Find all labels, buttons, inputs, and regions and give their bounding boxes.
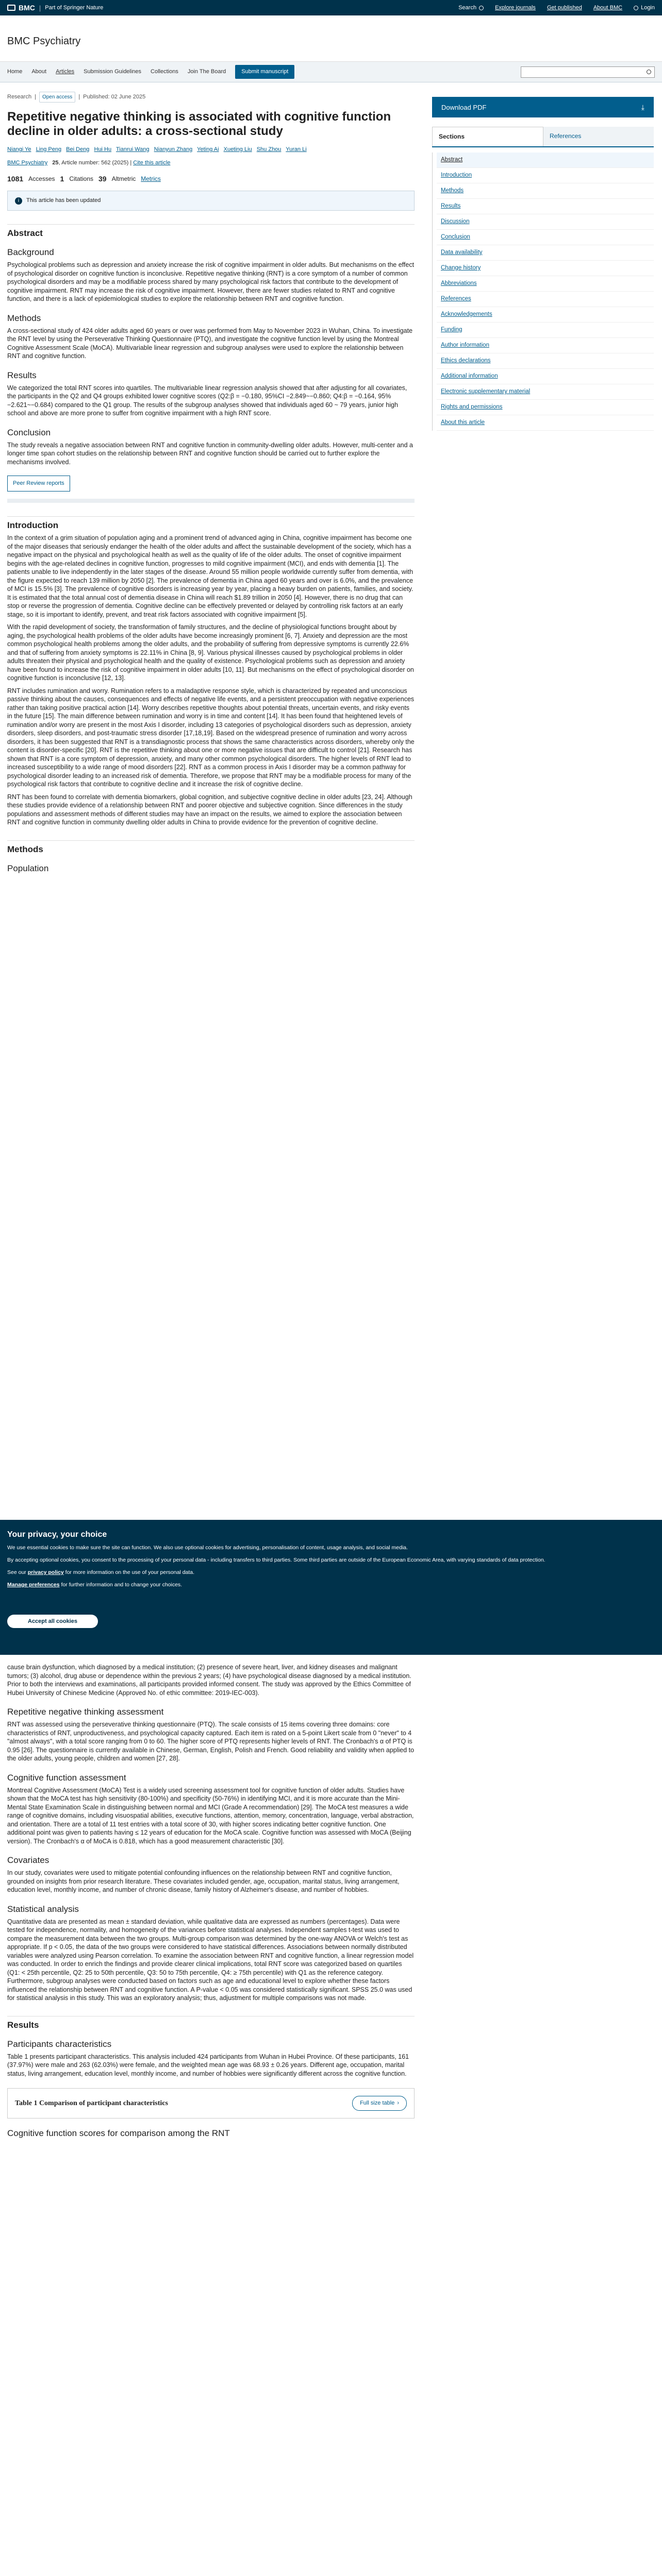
meta-sep: | [35,94,36,100]
bmc-logo[interactable] [7,4,35,12]
full-size-table-button[interactable] [352,2096,407,2111]
author-link[interactable]: Nianyun Zhang [154,146,193,152]
toc-link[interactable]: About this article [441,419,485,426]
background-text: Psychological problems such as depression and anxiety increase the risk of cognitive impairment in older adults. But mechanisms on the effect of psychological disorder on cognitive function is inconclusive. Repetitive negative thinking (RNT) is a core symptom of a number of common psychological disorders and may be a modifiable process shared by many psychological risk factors that contribute to the development of cognitive impairment. RNT may increase the risk of cognitive impairment. However, there are fewer studies related to RNT and cognitive function, and there is a lack of epidemiological studies to explore the relationship between RNT and cognitive function. [7,261,415,302]
cookie-text-part: for further information and to change your choices. [59,1582,183,1588]
sidebar-tabs [432,127,654,147]
nav-about[interactable]: About [31,69,47,75]
section-toc [432,152,654,431]
toc-item-conclusion[interactable] [437,230,654,245]
search-label: Search [458,4,477,11]
login-label: Login [641,4,655,11]
intro-paragraph: With the rapid development of society, the transformation of family structures, and the decline of physiological functions brought about by aging, the psychological health problems of the older adults have become increasingly prominent [6, 7]. Anxiety and depression are the most common psychological health problems among the older adults, and the probability of suffering from depressive symptoms is currently 22.6% and that of suffering from anxiety symptoms is 22.11% in China [8, 9]. Various physical illnesses caused by psychological problems in older adults threaten their physical and psychological health and the quality of existence. Psychological problems such as depression and anxiety have been found to increase the risk of cognitive impairment in older adults [10, 11]. But mechanisms on the effect of psychological disorder on cognitive function is inconclusive [12, 13]. [7,623,414,682]
nav-join-the-board[interactable]: Join The Board [187,69,226,75]
toc-item-author-information[interactable] [437,338,654,353]
search-icon [647,70,651,74]
accept-all-cookies-button[interactable]: Accept all cookies [7,1615,98,1628]
rnt-heading: Repetitive negative thinking assessment [7,1707,164,1717]
covariates-heading: Covariates [7,1855,49,1865]
info-icon: i [15,197,22,205]
participants-heading: Participants characteristics [7,2039,112,2049]
toc-link[interactable]: Funding [441,327,462,333]
toc-item-funding[interactable] [437,323,654,338]
intro-paragraph: RNT includes rumination and worry. Rumination refers to a maladaptive response style, which is characterized by repeated and unconscious passive thinking about the causes, consequences and effects of negative life events, and a persistent preoccupation with negative experiences rather than taking positive practical action [14]. Worry describes repetitive thoughts about potential threats, uncertain events, and risky events in the future [15]. The main difference between rumination and worry is in time and content [14]. It has been found that heightened levels of rumination and/or worry are present in the most Axis I disorder, including 13 categories of psychological disorders such as depression, anxiety disorders, sleep disorders, and post-traumatic stress disorder [17,18,19]. Based on the widespread presence of rumination and worry across disorders, it has been suggested that RNT is a transdiagnostic process that shows the same characteristics across disorders, whereby only the content is disorder-specific [20]. RNT is the repetitive thinking about one or more negative issues that are difficult to control [21]. Research has shown that RNT is a core symptom of depression, anxiety, and many other common psychological disorders. The higher levels of RNT lead to increased susceptibility to a wide range of mood disorders [22]. RNT as a common process in Axis I disorder may be a common pathway for psychological disorder leading to an increased risk of dementia. Therefore, we propose that RNT may be a modifiable process for many of the psychological risk factors that contribute to cognitive decline and it increase the risk of cognitive decline. [7,687,415,788]
conclusion-heading: Conclusion [7,427,51,437]
author-link[interactable]: Ling Peng [36,146,62,152]
participants-text: Table 1 presents participant characteristics. This analysis included 424 participants from Wuhan in Hubei Province. Of these participants, 161 (37.97%) were male and 263 (62.03%) were female, and the weighted mean age was 68.93 ± 0.26 years. Different age, occupation, marital status, living arrangement, education level, monthly income, and number of hobbies were significantly different across the cognitive function. [7,2053,409,2077]
cookie-title: Your privacy, your choice [7,1530,107,1539]
sidebar [432,82,654,431]
chevron-right-icon: › [397,2100,399,2106]
user-icon [634,6,638,10]
submit-manuscript-button[interactable]: Submit manuscript [235,65,294,79]
nav-submission-guidelines[interactable]: Submission Guidelines [84,69,142,75]
cookie-text-part: See our [7,1569,28,1575]
table-1-caption[interactable]: Table 1 Comparison of participant characteristics [15,2099,168,2107]
cognitive-scores-heading: Cognitive function scores for comparison among the RNT [7,2128,230,2138]
search-icon [479,6,484,10]
manage-preferences-link[interactable]: Manage preferences [7,1582,60,1588]
population-heading: Population [7,863,49,873]
privacy-policy-link[interactable]: privacy policy [27,1569,64,1575]
download-icon: ⤓ [641,103,644,111]
meta-sep: | [130,160,134,166]
toc-link[interactable]: Rights and permissions [441,404,503,410]
article-main [7,82,415,873]
covariates-text: In our study, covariates were used to mitigate potential confounding influences on the relationship between RNT and cognitive function, grounded on insights from prior research literature. These covariates included gender, age, occupation, marital status, living arrangement, education level, monthly income, and number of chronic disease, family history of Alzheimer's disease, and number of hobbies. [7,1869,400,1893]
tab-sections[interactable]: Sections [432,127,543,146]
cookie-text: We use essential cookies to make sure the site can function. We also use optional cookies for advertising, personalisation of content, usage analysis, and social media. [7,1545,408,1551]
background-heading: Background [7,247,54,257]
toc-link[interactable]: Additional information [441,373,498,379]
update-note[interactable]: This article has been updated [26,197,101,204]
toc-link[interactable]: Author information [441,342,489,348]
toc-item-methods[interactable] [437,183,654,199]
full-size-table-label: Full size table [360,2100,395,2106]
toc-item-abbreviations[interactable] [437,276,654,292]
table-1-card [7,2088,415,2119]
author-link[interactable]: Xueting Liu [223,146,252,152]
cookie-banner [0,1520,662,1655]
toc-item-additional-information[interactable] [437,369,654,384]
search-link[interactable] [458,4,484,12]
toc-item-about-this-article[interactable] [437,415,654,431]
author-link[interactable]: Bei Deng [66,146,90,152]
download-pdf-label: Download PDF [441,103,487,111]
toc-link[interactable]: Conclusion [441,234,470,240]
toc-link[interactable]: Acknowledgements [441,311,492,317]
article-continued [7,1659,415,2138]
toc-link[interactable]: References [441,296,471,302]
toc-link[interactable]: Change history [441,265,481,271]
results-section-heading: Results [7,2016,415,2029]
methods-text: A cross-sectional study of 424 older adults aged 60 years or over was performed from May to November 2023 in Wuhan, China. To investigate the RNT level by using the Perseverative Thinking Questionnaire (PTQ), and investigate the cognitive function level by using the Montreal Cognitive Assessment Scale (MoCA). Multivariable linear regression and subgroup analyses were used to explore the relationship between RNT and cognitive function. [7,327,413,360]
journal-nav [0,62,662,82]
accesses-label: Accesses [28,175,55,182]
explore-journals-link[interactable]: Explore journals [495,4,536,11]
toc-link[interactable]: Abstract [441,157,463,163]
volume: 25 [52,160,59,166]
toc-item-data-availability[interactable] [437,245,654,261]
author-link[interactable]: Yeting Ai [197,146,219,152]
altmetric-label: Altmetric [111,175,136,182]
author-link[interactable]: Shu Zhou [256,146,282,152]
brand-text: BMC [19,3,35,12]
top-links [458,4,655,12]
statistical-analysis-text: Quantitative data are presented as mean ± standard deviation, while qualitative data are expressed as numbers (percentages). Data were tested for independence, normality, and homogeneity of the variances before statistical analyses. Independent samples t-test was used to compare the measurement data between the two groups. Multi-group comparison was determined by the one-way ANOVA or Welch's test as appropriate. If p < 0.05, the data of the two groups were considered to have statistical differences. Associations between normally distributed variables were analyzed using Pearson correlation. To examine the association between RNT and cognitive function, a linear regression model was conducted. In order to enrich the findings and provide clearer clinical implications, total RNT score was categorized based on quartiles (Q1: < 25th percentile, Q2: 25 to 50th percentile, Q3: 50 to 75th percentile, Q4: ≥ 75th percentile) with Q1 as the reference category. Furthermore, subgroup analyses were conducted based on factors such as age and educational level to explore whether these factors influenced the relationship between RNT and cognitive function. A P-value < 0.05 was considered statistically significant. SPSS 25.0 was used for statistical analysis in this study. This was an exploratory analysis; thus, adjustment for multiple comparisons was not made. [7,1918,414,2002]
toc-item-acknowledgements[interactable] [437,307,654,323]
toc-item-discussion[interactable] [437,214,654,230]
open-access-badge[interactable]: Open access [39,92,75,103]
toc-link[interactable]: Data availability [441,249,483,256]
toc-item-supplementary-material[interactable] [437,384,654,400]
statistical-analysis-heading: Statistical analysis [7,1904,79,1914]
intro-paragraph: RNT has been found to correlate with dementia biomarkers, global cognition, and subjective cognitive decline in older adults [23, 24]. Although these studies provide evidence of a relationship between RNT and poorer objective and subjective cognition. Since differences in the study populations and assessment methods of different studies may have an impact on the results, we aimed to explore the association between RNT and cognitive function in community dwelling older adults in China to provide evidence for the prevention of cognitive decline. [7,793,412,826]
top-bar [0,0,662,15]
article-metrics [7,175,415,183]
journal-info [7,159,415,167]
toc-item-abstract[interactable] [437,152,654,168]
population-text: cause brain dysfunction, which diagnosed by a medical institution; (2) presence of severe heart, liver, and kidney diseases and malignant tumors; (3) alcohol, drug abuse or dependence within the previous 2 years; (4) have psychological disease diagnosed by a medical institution. Prior to both the interviews and examinations, all participants provided informed consent. The study was approved by the Ethics Committee of Hubei University of Chinese Medicine (Approved No. of ethic committee: 2019-IEC-003). [7,1664,411,1697]
author-list [7,146,415,154]
author-link[interactable]: Tianrui Wang [115,146,150,152]
toc-item-change-history[interactable] [437,261,654,276]
methods-section-heading: Methods [7,840,415,854]
journal-link[interactable]: BMC Psychiatry [7,160,48,166]
citations-label: Citations [69,175,93,182]
section-divider [7,499,415,503]
cookie-text-part: for more information on the use of your personal data. [63,1569,195,1575]
introduction-heading: Introduction [7,516,415,530]
accesses-count: 1081 [7,175,24,183]
login-link[interactable] [634,4,655,12]
metrics-link[interactable]: Metrics [141,175,161,182]
about-bmc-link[interactable]: About BMC [593,4,623,11]
cognitive-assessment-text: Montreal Cognitive Assessment (MoCA) Test is a widely used screening assessment tool for cognitive function of older adults. Studies have shown that the MoCA test has high sensitivity (80-100%) and specificity (50-76%) in identifying MCI, and it is more accurate than the Mini-Mental State Examination Scale in distinguishing between normal and MCI (Grade A recommendation) [29]. The MoCA test measures a wide range of cognitive domains, including visuospatial abilities, executive functions, attention, memory, concentration, language, verbal abstraction, and orientation. There are a total of 11 test entries with a total score of 30, with higher scores indicating better cognitive function. One additional point was given to patients having ≤ 12 years of education for the MoCA scale. Cognitive function was assessed with MoCA (Beijing version). The Cronbach's α of MoCA is 0.818, which has a good measurement characteristic [30]. [7,1786,414,1845]
article-title: Repetitive negative thinking is associated with cognitive function decline in older adults: a cross-sectional study [7,110,391,138]
toc-link[interactable]: Abbreviations [441,280,477,286]
author-link[interactable]: Yuran Li [286,146,307,152]
journal-header [0,15,662,62]
article-number: , Article number: 562 (2025) [58,160,129,166]
peer-review-reports-button[interactable] [7,476,70,492]
toc-link[interactable]: Ethics declarations [441,358,491,364]
peer-review-label: Peer Review reports [13,480,64,486]
bmc-logo-icon [7,5,15,11]
published-date: Published: 02 June 2025 [83,94,146,100]
toc-link[interactable]: Discussion [441,218,470,225]
nav-collections[interactable]: Collections [151,69,178,75]
update-notice [7,191,415,211]
results-text: We categorized the total RNT scores into quartiles. The multivariable linear regression analysis showed that after adjusting for all covariates, the participants in the Q2 and Q4 groups exhibited lower cognitive scores (Q2:β = −0.180, 95%CI −2.849~−0.860; Q4:β = −0.164, 95% −2.621~−0.684) compared to the Q1 group. The results of the subgroup analyses showed that individuals aged 60 ~ 79 years, junior high school and above are more prone to suffer from cognitive impairment with a high RNT score. [7,384,407,417]
citations-count: 1 [60,175,64,183]
meta-sep: | [78,94,80,100]
toc-item-references[interactable] [437,292,654,307]
cookie-text [7,1569,652,1576]
download-pdf-button[interactable] [432,97,654,117]
journal-title[interactable]: BMC Psychiatry [7,36,81,47]
search-input[interactable] [521,66,655,78]
rnt-text: RNT was assessed using the perseverative thinking questionnaire (PTQ). The scale consists of 15 items covering three domains: core characteristics of RNT, unproductiveness, and psychological capacity captured. Each item is rated on a 5-point Likert scale from 0 "never" to 4 "almost always", with a total score ranging from 0 to 60. The higher score of PTQ represents higher levels of RNT. The Cronbach's α of PTQ is 0.95 [26]. The questionnaire is currently available in Chinese, German, English, Polish and French. Good reliability and validity when applied to the older adults, young people, children and women [27, 28]. [7,1721,415,1762]
altmetric-count: 39 [98,175,107,183]
toc-link[interactable]: Methods [441,188,464,194]
toc-item-introduction[interactable] [437,168,654,183]
divider: | [39,4,41,12]
cite-this-article-link[interactable]: Cite this article [133,160,171,166]
toc-item-ethics-declarations[interactable] [437,353,654,369]
article-type: Research [7,94,32,100]
tab-references[interactable]: References [543,127,654,146]
intro-paragraph: In the context of a grim situation of population aging and a prominent trend of advanced aging in China, cognitive impairment has become one of the major diseases that seriously endanger the health of the older adults and affect the sustainable development of the society, which has a negative impact on the physical and psychological health as well as the quality of life of the older adults. The onset of cognitive impairment begins with the age-related declines in cognitive function, progresses to mild cognitive impairment (MCI), and ends with dementia [1]. The patients unable to live independently in the later stages of the disease. Around 55 million people worldwide currently suffer from dementia, with the figure expected to reach 139 million by 2050 [2]. The prevalence of dementia in China aged 60 years and over is 6.0%, and the prevalence of MCI is 15.5% [3]. The prevalence of cognitive disorders is increasing year by year, placing a heavy burden on patients, families, and society. It is estimated that the total annual cost of dementia disease in China will reach $1.89 trillion in 2050 [4]. However, there is no drug that can stop or reverse the progression of dementia. Cognitive decline can be effectively prevented or delayed by controlling risk factors at an early stage, so it is important to identify, prevent, and treat risk factors associated with cognitive impairment [5]. [7,534,413,618]
author-link[interactable]: Niangi Ye [7,146,31,152]
get-published-link[interactable]: Get published [547,4,582,11]
part-of-text: Part of Springer Nature [45,4,104,11]
author-link[interactable]: Hui Hu [94,146,112,152]
toc-link[interactable]: Results [441,203,461,209]
nav-articles[interactable]: Articles [56,69,75,75]
results-heading: Results [7,370,37,380]
abstract-heading: Abstract [7,224,415,238]
cognitive-assessment-heading: Cognitive function assessment [7,1772,126,1783]
article-meta [7,92,415,103]
toc-link[interactable]: Introduction [441,172,472,178]
methods-heading: Methods [7,313,41,323]
toc-item-results[interactable] [437,199,654,214]
cookie-text: By accepting optional cookies, you consent to the processing of your personal data - including transfers to third parties. Some third parties are outside of the European Economic Area, with varying standards of data protection. [7,1557,545,1563]
nav-home[interactable]: Home [7,69,23,75]
conclusion-text: The study reveals a negative association between RNT and cognitive function in community-dwelling older adults. However, multi-center and a longer time span cohort studies on the relationship between RNT and cognitive function should be carried out to further explore the mechanisms involved. [7,441,413,466]
cookie-text [7,1581,652,1588]
toc-item-rights-and-permissions[interactable] [437,400,654,415]
toc-link[interactable]: Electronic supplementary material [441,388,531,395]
